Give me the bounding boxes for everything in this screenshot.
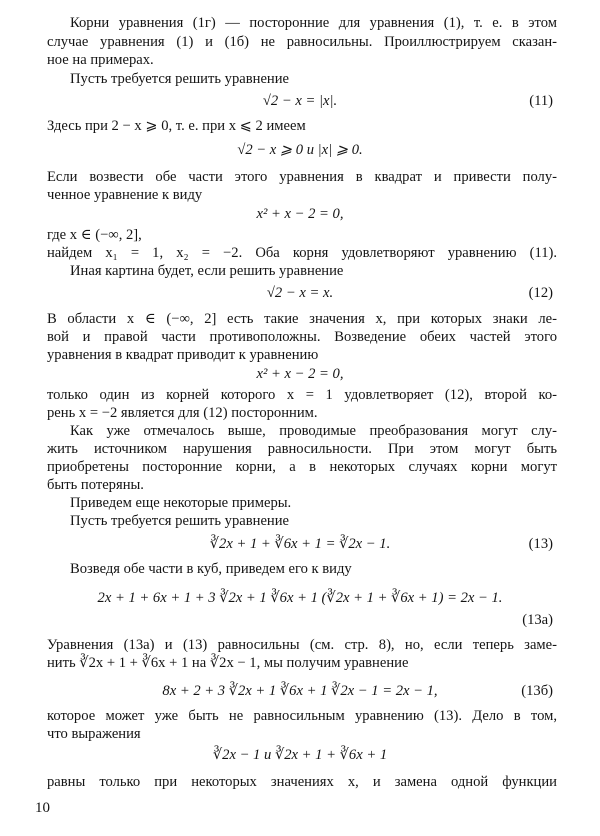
text-line: только один из корней которого x = 1 удовлетворяет (12), второй ко- <box>47 387 557 403</box>
text-line: быть потеряны. <box>47 477 144 493</box>
text-line: Корни уравнения (1г) — посторонние для уравнения (1), т. е. в этом <box>70 15 557 31</box>
text-line: ченное уравнение к виду <box>47 187 203 203</box>
text-line: Пусть требуется решить уравнение <box>70 71 290 87</box>
equation-number: (13) <box>528 536 553 552</box>
text-line: равны только при некоторых значениях x, и замена одной функции <box>47 774 557 790</box>
text-line: где x ∈ (−∞, 2], <box>47 227 142 243</box>
text-line: Уравнения (13a) и (13) равносильны (см. стр. 8), но, если теперь заме- <box>47 637 557 653</box>
equation-number: (13б) <box>521 683 553 699</box>
equation-number: (11) <box>529 93 553 109</box>
equation-13b: 8x + 2 + 3 ∛2x + 1 ∛6x + 1 ∛2x − 1 = 2x − 1, <box>162 683 438 699</box>
text-line: рень x = −2 является для (12) посторонним. <box>47 405 318 421</box>
text-line: Если возвести обе части этого уравнения в квадрат и привести полу- <box>47 169 557 185</box>
equation-13: ∛2x + 1 + ∛6x + 1 = ∛2x − 1. <box>209 536 391 552</box>
text-line: Приведем еще некоторые примеры. <box>70 495 292 511</box>
text-line: жить источником нарушения равносильности. При этом могут быть <box>47 441 557 457</box>
equation-number: (13a) <box>522 612 553 628</box>
equation-inequality: √2 − x ⩾ 0 и |x| ⩾ 0. <box>237 142 363 158</box>
text-line: Иная картина будет, если решить уравнение <box>70 263 344 279</box>
equation-quadratic: x² + x − 2 = 0, <box>256 366 344 382</box>
text-line: В области x ∈ (−∞, 2] есть такие значения x, при которых знаки ле- <box>47 311 557 327</box>
equation-expressions: ∛2x − 1 и ∛2x + 1 + ∛6x + 1 <box>212 747 388 763</box>
text-line: приобретены посторонние корни, а в некоторых случаях корни могут <box>47 459 557 475</box>
text-line: случае уравнения (1) и (1б) не равносильны. Проиллюстрируем сказан- <box>47 34 557 50</box>
text-line: которое может уже быть не равносильным уравнению (13). Дело в том, <box>47 708 557 724</box>
text-line: Здесь при 2 − x ⩾ 0, т. е. при x ⩽ 2 имеем <box>47 118 306 134</box>
equation-13a: 2x + 1 + 6x + 1 + 3 ∛2x + 1 ∛6x + 1 (∛2x + 1 + ∛6x + 1) = 2x − 1. <box>97 590 503 606</box>
text-line: Как уже отмечалось выше, проводимые преобразования могут слу- <box>70 423 557 439</box>
text-line: нить ∛2x + 1 + ∛6x + 1 на ∛2x − 1, мы получим уравнение <box>47 655 409 671</box>
text-line: Пусть требуется решить уравнение <box>70 513 290 529</box>
text-line: уравнения в квадрат приводит к уравнению <box>47 347 319 363</box>
page-number: 10 <box>35 800 50 816</box>
equation-number: (12) <box>528 285 553 301</box>
equation-12: √2 − x = x. <box>266 285 334 301</box>
text-line: что выражения <box>47 726 141 742</box>
text-line: Возведя обе части в куб, приведем его к виду <box>70 561 352 577</box>
text-line: ное на примерах. <box>47 52 154 68</box>
text-line: найдем x₁ = 1, x₂ = −2. Оба корня удовлетворяют уравнению (11). <box>47 245 557 261</box>
equation-quadratic: x² + x − 2 = 0, <box>256 206 344 222</box>
text-line: вой и правой части противоположны. Возведение обеих частей этого <box>47 329 557 345</box>
equation-11: √2 − x = |x|. <box>262 93 338 109</box>
